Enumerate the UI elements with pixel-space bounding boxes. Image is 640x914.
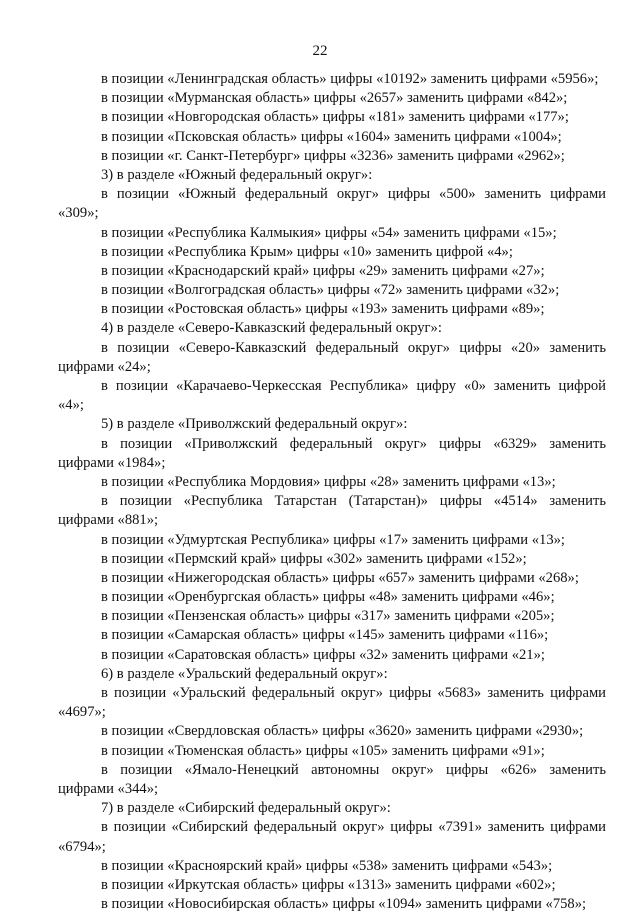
text-line: в позиции «Мурманская область» цифры «2657» заменить цифрами «842»; bbox=[101, 90, 568, 107]
text-line: в позиции «Волгоградская область» цифры «72» заменить цифрами «32»; bbox=[101, 282, 560, 299]
text-line: «6794»; bbox=[58, 838, 106, 855]
text-line: в позиции «Иркутская область» цифры «1313» заменить цифрами «602»; bbox=[101, 876, 556, 893]
text-line: в позиции «Самарская область» цифры «145» заменить цифрами «116»; bbox=[101, 627, 549, 644]
text-line: в позиции «Республика Крым» цифры «10» заменить цифрой «4»; bbox=[101, 243, 513, 260]
text-line: в позиции «Ростовская область» цифры «193» заменить цифрами «89»; bbox=[101, 301, 545, 318]
text-line: в позиции «Тюменская область» цифры «105» заменить цифрами «91»; bbox=[101, 742, 545, 759]
text-line: в позиции «Ямало-Ненецкий автономны округ» цифры «626» заменить bbox=[101, 761, 606, 778]
text-line: «4»; bbox=[58, 397, 84, 414]
text-line: в позиции «Псковская область» цифры «1604» заменить цифрами «1004»; bbox=[101, 128, 562, 145]
text-line: в позиции «Оренбургская область» цифры «48» заменить цифрами «46»; bbox=[101, 589, 555, 606]
page-number: 22 bbox=[312, 43, 328, 59]
text-line: в позиции «Саратовская область» цифры «32» заменить цифрами «21»; bbox=[101, 646, 545, 663]
text-line: в позиции «Свердловская область» цифры «3620» заменить цифрами «2930»; bbox=[101, 723, 584, 740]
text-line: цифрами «344»; bbox=[58, 780, 159, 797]
text-line: в позиции «Пермский край» цифры «302» заменить цифрами «152»; bbox=[101, 550, 527, 567]
text-line: в позиции «Республика Мордовия» цифры «28» заменить цифрами «13»; bbox=[101, 473, 556, 490]
text-line: в позиции «Удмуртская Республика» цифры «17» заменить цифрами «13»; bbox=[101, 531, 565, 548]
text-line: в позиции «Краснодарский край» цифры «29» заменить цифрами «27»; bbox=[101, 262, 545, 279]
text-line: «309»; bbox=[58, 205, 99, 222]
text-line: в позиции «Республика Татарстан (Татарстан)» цифры «4514» заменить bbox=[101, 493, 606, 510]
text-line: в позиции «Нижегородская область» цифры «657» заменить цифрами «268»; bbox=[101, 569, 579, 586]
text-line: 4) в разделе «Северо-Кавказский федеральный округ»: bbox=[101, 320, 442, 337]
text-line: в позиции «Ленинградская область» цифры «10192» заменить цифрами «5956»; bbox=[101, 71, 599, 87]
text-line: 5) в разделе «Приволжский федеральный округ»: bbox=[101, 416, 408, 433]
text-line: цифрами «24»; bbox=[58, 358, 151, 375]
text-line: «4697»; bbox=[58, 704, 106, 721]
text-line: в позиции «Красноярский край» цифры «538» заменить цифрами «543»; bbox=[101, 857, 553, 874]
text-line: в позиции «г. Санкт-Петербург» цифры «3236» заменить цифрами «2962»; bbox=[101, 147, 565, 164]
text-line: цифрами «1984»; bbox=[58, 454, 166, 471]
document-body bbox=[58, 70, 606, 914]
text-line: в позиции «Карачаево-Черкесская Республика» цифру «0» заменить цифрой bbox=[101, 378, 606, 394]
text-line: 6) в разделе «Уральский федеральный округ»: bbox=[101, 665, 388, 682]
text-line: в позиции «Сибирский федеральный округ» цифры «7391» заменить цифрами bbox=[101, 819, 606, 836]
text-line: в позиции «Новгородская область» цифры «181» заменить цифрами «177»; bbox=[101, 109, 569, 126]
text-line: в позиции «Уральский федеральный округ» цифры «5683» заменить цифрами bbox=[101, 685, 606, 701]
text-line: 3) в разделе «Южный федеральный округ»: bbox=[101, 166, 373, 183]
text-line: в позиции «Республика Калмыкия» цифры «54» заменить цифрами «15»; bbox=[101, 224, 557, 241]
text-line: в позиции «Пензенская область» цифры «317» заменить цифрами «205»; bbox=[101, 608, 555, 625]
text-line: цифрами «881»; bbox=[58, 512, 159, 529]
text-line: в позиции «Северо-Кавказский федеральный округ» цифры «20» заменить bbox=[101, 339, 606, 356]
text-line: в позиции «Южный федеральный округ» цифры «500» заменить цифрами bbox=[101, 186, 606, 203]
text-line: в позиции «Приволжский федеральный округ» цифры «6329» заменить bbox=[101, 435, 606, 452]
text-line: в позиции «Новосибирская область» цифры «1094» заменить цифрами «758»; bbox=[101, 896, 587, 913]
text-line: 7) в разделе «Сибирский федеральный округ»: bbox=[101, 800, 391, 817]
